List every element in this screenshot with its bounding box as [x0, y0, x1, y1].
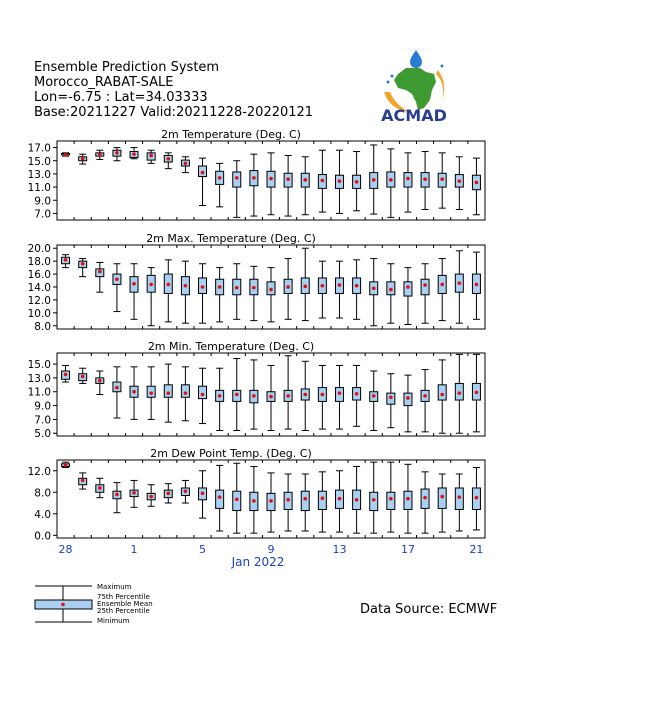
mean-point	[115, 493, 119, 497]
mean-point	[423, 177, 427, 181]
y-tick-label: 9.0	[34, 400, 51, 413]
mean-point	[269, 395, 273, 399]
box-2022-01-17	[404, 153, 412, 212]
mean-point	[321, 179, 325, 183]
panel-1	[28, 128, 485, 220]
mean-point	[303, 497, 307, 501]
mean-point	[81, 157, 85, 161]
y-tick-label: 9.0	[34, 195, 51, 208]
box-2022-01-10	[284, 259, 292, 320]
box-2022-01-11	[301, 248, 309, 320]
box-2022-01-11	[301, 157, 309, 215]
mean-point	[355, 180, 359, 184]
box-2022-01-08	[250, 360, 258, 429]
legend-mean-point	[61, 603, 65, 607]
mean-point	[440, 495, 444, 499]
mean-point	[115, 386, 119, 390]
mean-point	[64, 153, 68, 157]
mean-point	[252, 394, 256, 398]
mean-point	[184, 162, 188, 166]
mean-point	[64, 258, 68, 262]
mean-point	[286, 498, 290, 502]
box-2022-01-03	[164, 153, 172, 169]
box-2021-12-31	[113, 148, 121, 161]
box-2022-01-01	[130, 480, 138, 507]
box-2021-12-28	[62, 462, 70, 467]
y-tick-label: 11.0	[27, 182, 51, 195]
y-tick-label: 12.0	[27, 294, 51, 307]
mean-point	[458, 495, 462, 499]
mean-point	[149, 391, 153, 395]
logo-text: ACMAD	[381, 106, 447, 125]
panel-title: 2m Max. Temperature (Deg. C)	[146, 232, 316, 245]
box-2022-01-06	[216, 268, 224, 322]
box-2022-01-06	[216, 465, 224, 531]
iqr-box	[164, 385, 172, 397]
mean-point	[475, 496, 479, 500]
box-2022-01-14	[353, 466, 361, 533]
box-2022-01-02	[147, 268, 155, 326]
iqr-box	[438, 385, 446, 400]
legend-mean: Ensemble Mean	[97, 600, 153, 608]
x-month-label: Jan 2022	[231, 555, 285, 569]
box-2021-12-29	[79, 154, 87, 164]
legend-minimum: Minimum	[97, 617, 130, 625]
box-2022-01-16	[387, 149, 395, 217]
box-2022-01-20	[455, 474, 463, 531]
mean-point	[166, 283, 170, 287]
mean-point	[252, 286, 256, 290]
mean-point	[389, 395, 393, 399]
mean-point	[372, 178, 376, 182]
box-2021-12-29	[79, 259, 87, 277]
box-2022-01-10	[284, 155, 292, 216]
mean-point	[115, 151, 119, 155]
legend-p75: 75th Percentile	[97, 593, 150, 601]
mean-point	[81, 375, 85, 379]
mean-point	[81, 479, 85, 483]
box-2022-01-05	[199, 264, 207, 323]
box-2021-12-30	[96, 262, 104, 292]
y-tick-label: 13.0	[27, 168, 51, 181]
mean-point	[98, 486, 102, 490]
mean-point	[81, 262, 85, 266]
box-2022-01-16	[387, 462, 395, 532]
mean-point	[338, 283, 342, 287]
mean-point	[166, 391, 170, 395]
header-dates: Base:20211227 Valid:20211228-20220121	[34, 105, 314, 120]
box-2022-01-15	[370, 145, 378, 214]
mean-point	[64, 463, 68, 467]
mean-point	[235, 286, 239, 290]
box-2021-12-30	[96, 478, 104, 497]
box-2022-01-04	[181, 157, 189, 173]
box-2022-01-03	[164, 260, 172, 322]
y-tick-label: 7.0	[34, 208, 51, 221]
box-2022-01-05	[199, 368, 207, 423]
legend-p25: 25th Percentile	[97, 607, 150, 615]
panel-title: 2m Temperature (Deg. C)	[161, 128, 301, 141]
mean-point	[184, 284, 188, 288]
box-2021-12-31	[113, 483, 121, 513]
y-tick-label: 5.0	[34, 428, 51, 441]
box-2022-01-16	[387, 264, 395, 323]
mean-point	[115, 277, 119, 281]
mean-point	[406, 285, 410, 289]
box-2022-01-11	[301, 361, 309, 430]
x-axis-labels	[59, 543, 484, 569]
box-2022-01-09	[267, 365, 275, 430]
box-2022-01-21	[472, 354, 480, 431]
y-tick-label: 14.0	[27, 282, 51, 294]
mean-point	[235, 393, 239, 397]
box-2022-01-04	[181, 261, 189, 323]
mean-point	[338, 391, 342, 395]
mean-point	[132, 282, 136, 286]
box-2022-01-13	[335, 365, 343, 429]
mean-point	[149, 495, 153, 499]
iqr-box	[199, 386, 207, 398]
panel-title: 2m Dew Point Temp. (Deg. C)	[150, 447, 312, 460]
box-2022-01-18	[421, 472, 429, 533]
box-2022-01-02	[147, 367, 155, 420]
box-2022-01-06	[216, 368, 224, 430]
x-tick-label: 5	[199, 543, 207, 556]
box-2022-01-12	[318, 150, 326, 212]
y-tick-label: 15.0	[27, 155, 51, 168]
box-2022-01-16	[387, 374, 395, 428]
panel-3	[28, 340, 485, 440]
box-2022-01-11	[301, 474, 309, 531]
box-2022-01-12	[318, 261, 326, 318]
mean-point	[132, 390, 136, 394]
y-tick-label: 11.0	[27, 386, 51, 399]
box-2022-01-20	[455, 354, 463, 433]
box-2022-01-15	[370, 259, 378, 326]
mean-point	[355, 284, 359, 288]
box-2022-01-18	[421, 264, 429, 323]
box-2022-01-01	[130, 367, 138, 420]
y-tick-label: 20.0	[27, 243, 51, 256]
box-2022-01-18	[421, 152, 429, 210]
y-tick-label: 7.0	[34, 414, 51, 427]
mean-point	[372, 394, 376, 398]
box-2022-01-07	[233, 463, 241, 533]
box-2021-12-31	[113, 264, 121, 312]
mean-point	[252, 499, 256, 503]
y-tick-label: 12.0	[27, 465, 51, 478]
mean-point	[269, 177, 273, 181]
x-tick-label: 17	[400, 543, 415, 556]
box-2022-01-17	[404, 464, 412, 533]
mean-point	[389, 288, 393, 292]
mean-point	[372, 498, 376, 502]
box-2022-01-20	[455, 157, 463, 210]
box-2022-01-19	[438, 153, 446, 208]
x-tick-label: 28	[58, 543, 73, 556]
mean-point	[166, 492, 170, 496]
header-system: Ensemble Prediction System	[34, 60, 220, 75]
box-2022-01-08	[250, 154, 258, 216]
mean-point	[406, 497, 410, 501]
legend-maximum: Maximum	[97, 583, 132, 591]
box-2022-01-10	[284, 474, 292, 531]
mean-point	[458, 281, 462, 285]
mean-point	[201, 492, 205, 496]
box-2022-01-04	[181, 480, 189, 503]
box-2022-01-02	[147, 485, 155, 507]
y-tick-label: 13.0	[27, 372, 51, 385]
mean-point	[303, 285, 307, 289]
mean-point	[235, 497, 239, 501]
mean-point	[321, 496, 325, 500]
mean-point	[286, 177, 290, 181]
mean-point	[218, 176, 222, 180]
data-source: Data Source: ECMWF	[360, 602, 498, 617]
y-tick-label: 17.0	[27, 142, 51, 155]
mean-point	[475, 181, 479, 185]
box-2022-01-19	[438, 474, 446, 532]
mean-point	[406, 396, 410, 400]
mean-point	[321, 284, 325, 288]
y-tick-label: 18.0	[27, 256, 51, 269]
mean-point	[149, 154, 153, 158]
box-2022-01-21	[472, 468, 480, 530]
mean-point	[458, 179, 462, 183]
mean-point	[423, 283, 427, 287]
panel-4	[28, 447, 485, 542]
mean-point	[458, 391, 462, 395]
mean-point	[98, 153, 102, 157]
box-2022-01-21	[472, 252, 480, 319]
box-2022-01-08	[250, 266, 258, 320]
box-2022-01-17	[404, 375, 412, 432]
mean-point	[218, 495, 222, 499]
box-2022-01-07	[233, 359, 241, 431]
iqr-box	[181, 385, 189, 397]
iqr-box	[421, 279, 429, 295]
box-2022-01-17	[404, 268, 412, 325]
y-tick-label: 10.0	[27, 307, 51, 320]
mean-point	[149, 283, 153, 287]
box-2022-01-07	[233, 161, 241, 218]
mean-point	[201, 285, 205, 289]
iqr-box	[216, 490, 224, 508]
box-2022-01-15	[370, 371, 378, 430]
box-2022-01-13	[335, 150, 343, 213]
mean-point	[423, 394, 427, 398]
box-2021-12-30	[96, 371, 104, 395]
y-tick-label: 16.0	[27, 269, 51, 282]
box-2021-12-29	[79, 473, 87, 489]
header-coords: Lon=-6.75 : Lat=34.03333	[34, 90, 208, 105]
y-tick-label: 0.0	[34, 530, 51, 543]
x-tick-label: 13	[332, 543, 347, 556]
box-2022-01-09	[267, 153, 275, 215]
mean-point	[269, 499, 273, 503]
box-2022-01-07	[233, 264, 241, 320]
box-2022-01-19	[438, 360, 446, 433]
mean-point	[355, 392, 359, 396]
mean-point	[98, 379, 102, 383]
y-tick-label: 8.0	[34, 320, 51, 333]
mean-point	[440, 393, 444, 397]
box-2022-01-09	[267, 268, 275, 322]
panel-2	[28, 232, 485, 333]
header-station: Morocco_RABAT-SALE	[34, 75, 174, 90]
legend	[35, 583, 153, 625]
mean-point	[201, 171, 205, 175]
box-2022-01-20	[455, 251, 463, 323]
box-2022-01-18	[421, 370, 429, 432]
box-2021-12-29	[79, 368, 87, 383]
box-2022-01-14	[353, 365, 361, 426]
mean-point	[132, 491, 136, 495]
box-2022-01-02	[147, 150, 155, 163]
box-2022-01-08	[250, 466, 258, 533]
box-2022-01-10	[284, 356, 292, 429]
mean-point	[406, 177, 410, 181]
mean-point	[98, 270, 102, 274]
mean-point	[321, 393, 325, 397]
box-2022-01-09	[267, 473, 275, 532]
y-tick-label: 8.0	[34, 487, 51, 500]
mean-point	[64, 373, 68, 377]
y-tick-label: 4.0	[34, 508, 51, 521]
y-tick-label: 15.0	[27, 359, 51, 372]
box-2022-01-19	[438, 259, 446, 321]
mean-point	[184, 489, 188, 493]
x-tick-label: 9	[267, 543, 275, 556]
box-2022-01-03	[164, 364, 172, 422]
box-2021-12-30	[96, 150, 104, 159]
mean-point	[184, 391, 188, 395]
box-2021-12-31	[113, 367, 121, 418]
box-2022-01-15	[370, 462, 378, 533]
box-2022-01-12	[318, 472, 326, 532]
mean-point	[218, 394, 222, 398]
mean-point	[372, 286, 376, 290]
box-2022-01-04	[181, 367, 189, 421]
iqr-box	[301, 491, 309, 510]
mean-point	[201, 393, 205, 397]
box-2022-01-13	[335, 261, 343, 318]
box-2022-01-06	[216, 163, 224, 206]
box-2022-01-14	[353, 152, 361, 211]
mean-point	[132, 152, 136, 156]
iqr-box	[387, 492, 395, 509]
mean-point	[303, 178, 307, 182]
box-2021-12-28	[62, 153, 70, 157]
x-tick-label: 1	[130, 543, 138, 556]
mean-point	[338, 497, 342, 501]
box-2022-01-05	[199, 158, 207, 205]
box-2022-01-01	[130, 264, 138, 320]
mean-point	[235, 176, 239, 180]
mean-point	[475, 283, 479, 287]
box-2022-01-03	[164, 484, 172, 503]
panel-title: 2m Min. Temperature (Deg. C)	[147, 340, 315, 353]
mean-point	[269, 288, 273, 292]
box-2022-01-05	[199, 471, 207, 518]
box-2022-01-21	[472, 158, 480, 215]
mean-point	[338, 179, 342, 183]
mean-point	[440, 283, 444, 287]
box-2021-12-28	[62, 255, 70, 268]
mean-point	[440, 177, 444, 181]
x-tick-label: 21	[469, 543, 484, 556]
mean-point	[303, 393, 307, 397]
box-2021-12-28	[62, 365, 70, 382]
mean-point	[252, 176, 256, 180]
mean-point	[475, 391, 479, 395]
mean-point	[218, 285, 222, 289]
iqr-box	[404, 282, 412, 296]
mean-point	[286, 394, 290, 398]
mean-point	[423, 496, 427, 500]
mean-point	[389, 497, 393, 501]
box-2022-01-14	[353, 260, 361, 319]
box-2022-01-01	[130, 148, 138, 159]
box-2022-01-13	[335, 471, 343, 532]
mean-point	[286, 285, 290, 289]
mean-point	[166, 157, 170, 161]
mean-point	[355, 498, 359, 502]
mean-point	[389, 178, 393, 182]
iqr-box	[318, 491, 326, 509]
box-2022-01-12	[318, 365, 326, 429]
